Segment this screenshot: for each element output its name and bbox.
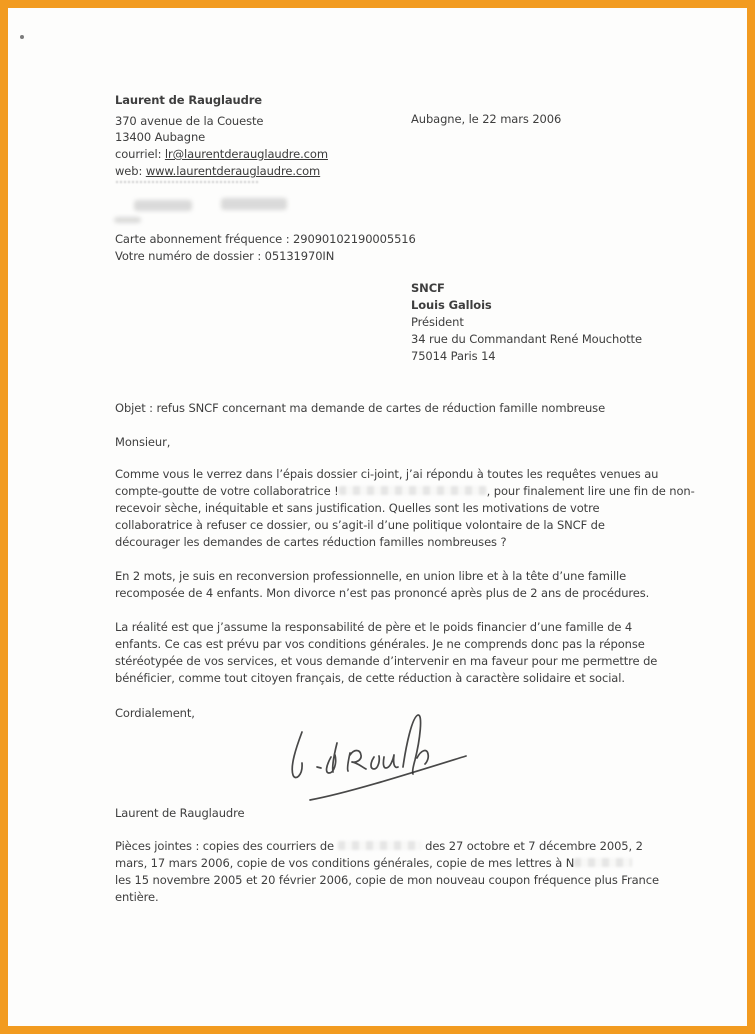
reference-file-number: Votre numéro de dossier : 05131970IN bbox=[115, 249, 335, 263]
recipient-address-line1: 34 rue du Commandant René Mouchotte bbox=[411, 332, 642, 346]
attachments-line3: les 15 novembre 2005 et 20 février 2006, copie de mon nouveau coupon fréquence plus France bbox=[115, 873, 659, 887]
paragraph-2 bbox=[115, 568, 649, 602]
reference-card-number: Carte abonnement fréquence : 29090102190005516 bbox=[115, 232, 416, 246]
attachments-line1-after: des 27 octobre et 7 décembre 2005, 2 bbox=[421, 839, 643, 853]
redacted-name bbox=[574, 858, 632, 867]
letter-date: Aubagne, le 22 mars 2006 bbox=[411, 112, 562, 126]
p1-line3: recevoir sèche, inéquitable et sans justification. Quelles sont les motivations de votre bbox=[115, 501, 600, 515]
p1-line4: collaboratrice à refuser ce dossier, ou s’agit-il d’une politique volontaire de la SNCF de bbox=[115, 518, 605, 532]
recipient-name: Louis Gallois bbox=[411, 298, 492, 312]
sender-address-line2: 13400 Aubagne bbox=[115, 130, 206, 144]
signature-name: Laurent de Rauglaudre bbox=[115, 806, 245, 820]
handwritten-signature bbox=[286, 706, 476, 806]
erased-smudge bbox=[134, 200, 192, 211]
paragraph-1 bbox=[115, 466, 695, 551]
p2-line2: recomposée de 4 enfants. Mon divorce n’est pas prononcé après plus de 2 ans de procédures. bbox=[115, 586, 650, 600]
recipient-address-line2: 75014 Paris 14 bbox=[411, 349, 496, 363]
email-label: courriel: bbox=[115, 147, 165, 161]
email-link: lr@laurentderauglaudre.com bbox=[164, 147, 328, 161]
p3-line2: enfants. Ce cas est prévu par vos conditions générales. Je ne comprends donc pas la réponse bbox=[115, 637, 645, 651]
recipient-title: Président bbox=[411, 315, 464, 329]
paragraph-3 bbox=[115, 619, 657, 687]
p2-line1: En 2 mots, je suis en reconversion professionnelle, en union libre et à la tête d’une famille bbox=[115, 569, 627, 583]
sender-name: Laurent de Rauglaudre bbox=[115, 93, 262, 107]
sender-email-line bbox=[115, 146, 328, 163]
attachments-line1 bbox=[115, 838, 659, 855]
attachments-line2-before: mars, 17 mars 2006, copie de vos conditions générales, copie de mes lettres à N bbox=[115, 856, 575, 870]
p1-line2-before: compte-goutte de votre collaboratrice ! bbox=[115, 484, 339, 498]
p1-line5: décourager les demandes de cartes réduction familles nombreuses ? bbox=[115, 535, 507, 549]
scan-speck bbox=[20, 35, 24, 39]
salutation: Monsieur, bbox=[115, 435, 171, 449]
web-label: web: bbox=[115, 164, 146, 178]
attachments-paragraph bbox=[115, 838, 659, 906]
erased-text-line bbox=[116, 181, 258, 183]
sender-web-line bbox=[115, 163, 320, 180]
closing: Cordialement, bbox=[115, 706, 195, 720]
sender-address-line1: 370 avenue de la Coueste bbox=[115, 114, 264, 128]
attachments-line4: entière. bbox=[115, 890, 159, 904]
p3-line1: La réalité est que j’assume la responsabilité de père et le poids financier d’une famille de 4 bbox=[115, 620, 633, 634]
recipient-company: SNCF bbox=[411, 281, 445, 295]
p1-line2-after: , pour finalement lire une fin de non- bbox=[486, 484, 695, 498]
redacted-name bbox=[339, 486, 487, 495]
p3-line4: bénéficier, comme tout citoyen français, de cette réduction à caractère solidaire et social. bbox=[115, 671, 625, 685]
erased-smudge bbox=[114, 217, 141, 223]
attachments-line1-before: Pièces jointes : copies des courriers de bbox=[115, 839, 338, 853]
web-link: www.laurentderauglaudre.com bbox=[145, 164, 321, 178]
attachments-line2 bbox=[115, 855, 659, 872]
redacted-name bbox=[338, 841, 422, 850]
subject-line: Objet : refus SNCF concernant ma demande de cartes de réduction famille nombreuse bbox=[115, 401, 606, 415]
p3-line3: stéréotypée de vos services, et vous demande d’intervenir en ma faveur pour me permettre de bbox=[115, 654, 658, 668]
p1-line1: Comme vous le verrez dans l’épais dossier ci-joint, j’ai répondu à toutes les requêtes venues au bbox=[115, 467, 659, 481]
p1-line2 bbox=[115, 483, 695, 500]
erased-smudge bbox=[221, 198, 287, 210]
